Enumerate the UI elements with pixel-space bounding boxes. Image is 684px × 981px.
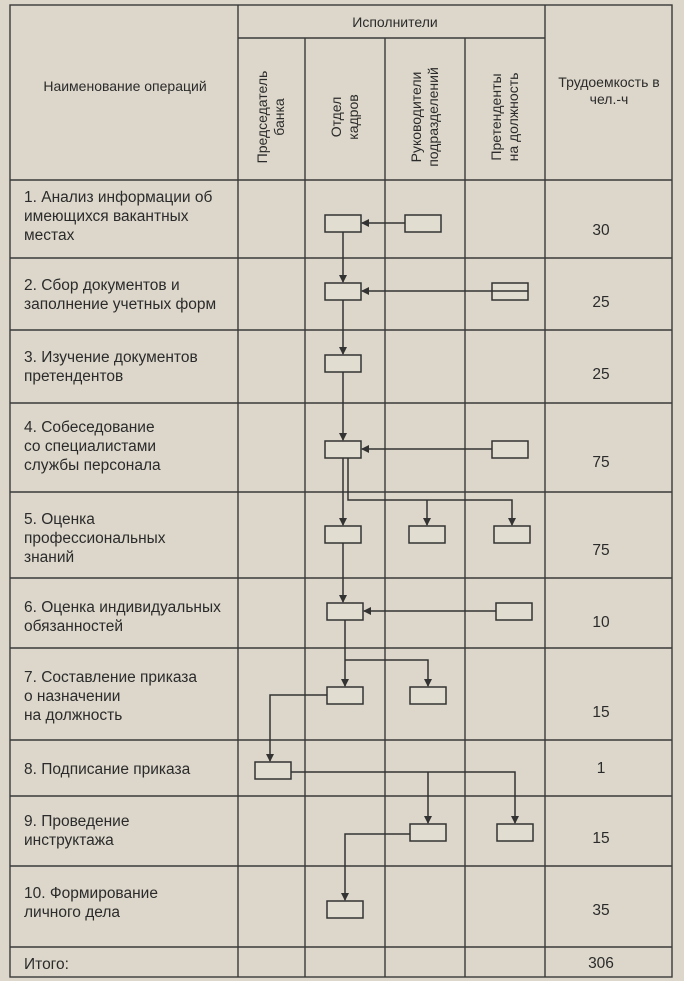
box-r9-heads (410, 824, 446, 841)
row-5-line-2: профессиональных (24, 530, 166, 547)
box-r5-heads (409, 526, 445, 543)
row-3-line-2: претендентов (24, 368, 124, 385)
row-1-line-3: местах (24, 227, 75, 244)
col-chairman-line2: банка (271, 98, 287, 136)
box-r1-heads (405, 215, 441, 232)
row-1-line-1: 1. Анализ информации об (24, 189, 213, 206)
row-6-label (24, 598, 221, 636)
col-hr-line1: Отдел (328, 96, 344, 138)
row-10-line-1: 10. Формирование (24, 885, 158, 902)
row-7-value: 15 (592, 704, 610, 721)
row-1-value: 30 (592, 222, 610, 239)
box-r6-cand (496, 603, 532, 620)
row-6-value: 10 (592, 614, 610, 631)
row-1-label (24, 188, 212, 245)
row-3-value: 25 (592, 366, 610, 383)
box-r4-cand (492, 441, 528, 458)
row-3-label (24, 348, 198, 386)
box-r9-cand (497, 824, 533, 841)
row-4-line-1: 4. Собеседование (24, 419, 155, 436)
row-5-label (24, 510, 166, 567)
row-10-line-2: личного дела (24, 904, 121, 921)
col-candidates-line2: на должность (505, 72, 521, 162)
row-8-line-1: 8. Подписание приказа (24, 761, 191, 778)
row-10-value: 35 (592, 902, 610, 919)
col-candidates (488, 57, 522, 177)
total-label: Итого: (24, 956, 69, 973)
box-r1-hr (325, 215, 361, 232)
box-r8-chair (255, 762, 291, 779)
row-5-line-3: знаний (24, 549, 75, 566)
box-r5-cand (494, 526, 530, 543)
col-hr (328, 57, 362, 177)
box-r2-hr (325, 283, 361, 300)
row-6-line-1: 6. Оценка индивидуальных (24, 599, 221, 616)
box-r3-hr (325, 355, 361, 372)
col-heads-line1: Руководители (408, 71, 424, 163)
row-2-line-2: заполнение учетных форм (24, 296, 217, 313)
row-2-label (24, 276, 216, 314)
row-2-line-1: 2. Сбор документов и (24, 277, 180, 294)
header-executors: Исполнители (352, 14, 438, 30)
col-heads (408, 57, 442, 177)
row-8-value: 1 (596, 760, 606, 777)
header-labor: Трудоемкость в чел.-ч (558, 74, 660, 107)
row-3-line-1: 3. Изучение документов (24, 349, 198, 366)
row-7-label (24, 668, 197, 725)
box-r5-hr (325, 526, 361, 543)
col-hr-line2: кадров (345, 94, 361, 140)
row-4-line-3: службы персонала (24, 457, 161, 474)
row-9-line-1: 9. Проведение (24, 813, 130, 830)
row-7-line-1: 7. Составление приказа (24, 669, 197, 686)
col-chairman-line1: Председатель (254, 70, 270, 164)
process-boxes (255, 215, 533, 918)
box-r7-hr (327, 687, 363, 704)
col-candidates-line1: Претенденты (488, 73, 504, 161)
row-4-line-2: со специалистами (24, 438, 157, 455)
box-r4-hr (325, 441, 361, 458)
row-7-line-2: о назначении (24, 688, 121, 705)
row-9-label (24, 812, 129, 850)
col-chairman (254, 57, 288, 177)
row-8-label (24, 760, 190, 779)
row-10-label (24, 884, 158, 922)
header-operations: Наименование операций (43, 78, 207, 94)
col-heads-line2: подразделений (425, 67, 441, 167)
row-4-value: 75 (592, 454, 610, 471)
box-r6-hr (327, 603, 363, 620)
row-5-line-1: 5. Оценка (24, 511, 95, 528)
row-9-line-2: инструктажа (24, 832, 114, 849)
row-2-value: 25 (592, 294, 610, 311)
box-r10-hr (327, 901, 363, 918)
row-9-value: 15 (592, 830, 610, 847)
row-1-line-2: имеющихся вакантных (24, 208, 189, 225)
row-7-line-3: на должность (24, 707, 123, 724)
flow-arrows (270, 223, 528, 900)
row-5-value: 75 (592, 542, 610, 559)
row-6-line-2: обязанностей (24, 618, 123, 635)
row-4-label (24, 418, 161, 475)
box-r7-heads (410, 687, 446, 704)
total-value: 306 (588, 955, 614, 972)
